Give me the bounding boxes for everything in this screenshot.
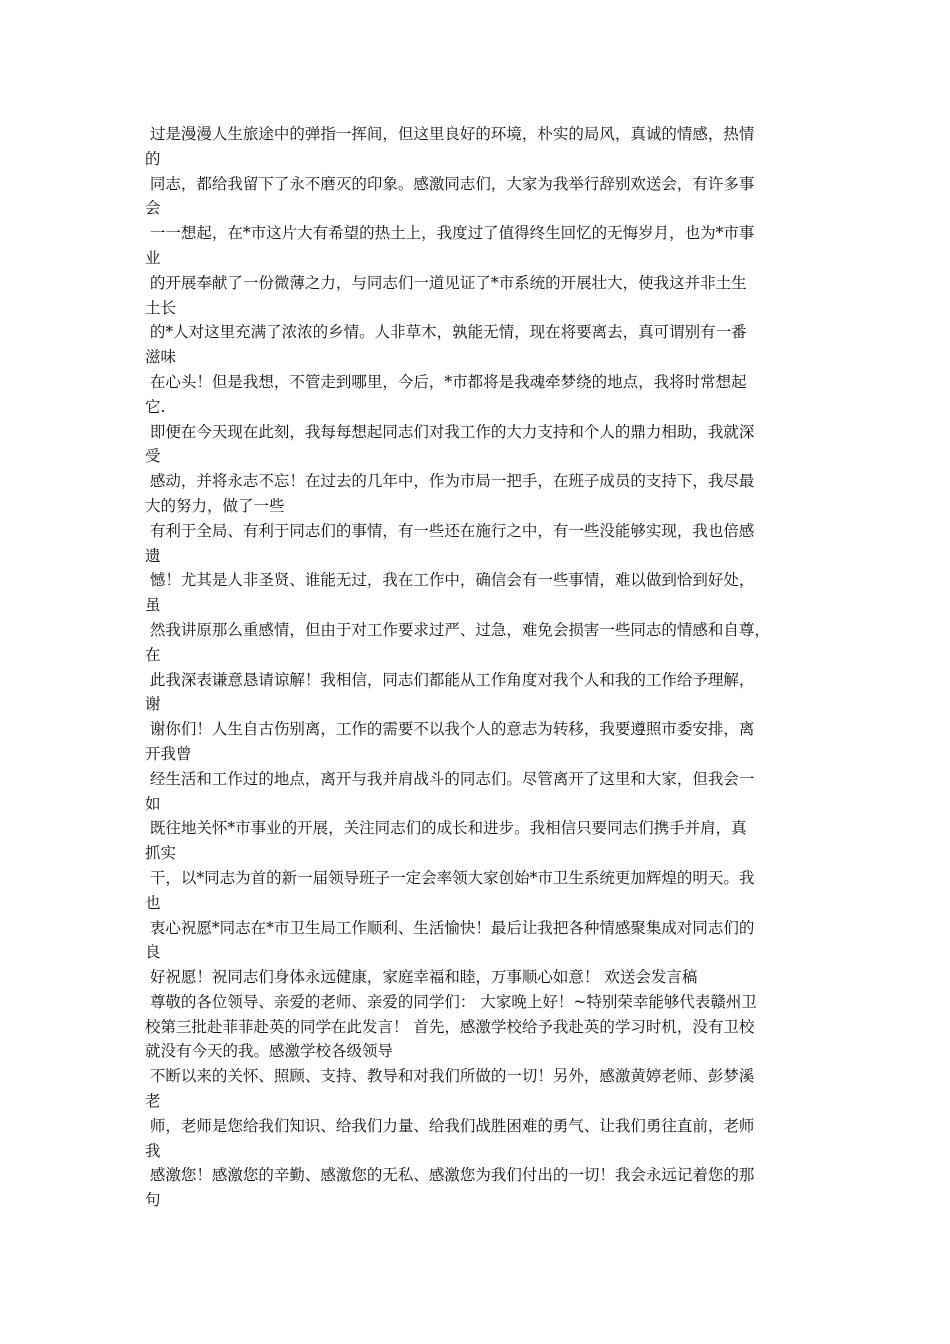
text-line: 校第三批赴菲菲赴英的同学在此发言！ 首先，感激学校给予我赴英的学习时机，没有卫校 <box>145 1017 755 1036</box>
text-line: 在 <box>145 645 161 664</box>
text-line: 衷心祝愿*同志在*市卫生局工作顺利、生活愉快！最后让我把各种情感聚集成对同志们的 <box>145 918 755 937</box>
text-line: 然我讲原那么重感情，但由于对工作要求过严、过急，难免会损害一些同志的情感和自尊， <box>145 620 770 639</box>
text-line: 的 <box>145 149 161 168</box>
document-body <box>145 122 817 1213</box>
text-line: 的*人对这里充满了浓浓的乡情。人非草木，孰能无情，现在将要离去，真可谓别有一番 <box>145 323 747 342</box>
text-line: 干，以*同志为首的新一届领导班子一定会率领大家创始*市卫生系统更加辉煌的明天。我 <box>145 868 755 887</box>
text-line: 滋味 <box>145 348 177 367</box>
text-line: 经生活和工作过的地点，离开与我并肩战斗的同志们。尽管离开了这里和大家，但我会一 <box>145 769 755 788</box>
text-line: 它. <box>145 397 166 416</box>
text-line: 良 <box>145 943 161 962</box>
text-line: 谢你们！人生自古伤别离，工作的需要不以我个人的意志为转移，我要遵照市委安排，离 <box>145 720 755 739</box>
text-line: 虽 <box>145 596 161 615</box>
text-line: 有利于全局、有利于同志们的事情，有一些还在施行之中，有一些没能够实现，我也倍感 <box>145 521 755 540</box>
text-line: 句 <box>145 1191 161 1210</box>
text-line: 土长 <box>145 298 177 317</box>
text-line: 就没有今天的我。感激学校各级领导 <box>145 1042 394 1061</box>
text-line: 同志，都给我留下了永不磨灭的印象。感激同志们，大家为我举行辞别欢送会，有许多事 <box>145 174 755 193</box>
text-line: 抓实 <box>145 844 177 863</box>
text-line: 开我曾 <box>145 744 192 763</box>
text-line: 尊敬的各位领导、亲爱的老师、亲爱的同学们： 大家晚上好！~特别荣幸能够代表赣州卫 <box>145 992 757 1011</box>
text-line: 如 <box>145 794 161 813</box>
text-line: 我 <box>145 1141 161 1160</box>
text-line: 师，老师是您给我们知识、给我们力量、给我们战胜困难的勇气、让我们勇往直前，老师 <box>145 1116 755 1135</box>
text-line: 即便在今天现在此刻，我每每想起同志们对我工作的大力支持和个人的鼎力相助，我就深 <box>145 422 755 441</box>
text-line: 大的努力，做了一些 <box>145 496 285 515</box>
text-line: 受 <box>145 447 161 466</box>
text-line: 感激您！感激您的辛勤、感激您的无私、感激您为我们付出的一切！我会永远记着您的那 <box>145 1166 755 1185</box>
text-line: 也 <box>145 893 161 912</box>
text-line: 一一想起，在*市这片大有希望的热土上，我度过了值得终生回忆的无悔岁月，也为*市事 <box>145 224 755 243</box>
text-line: 在心头！但是我想，不管走到哪里，今后，*市都将是我魂牵梦绕的地点，我将时常想起 <box>145 372 747 391</box>
text-line: 此我深表谦意恳请谅解！我相信，同志们都能从工作角度对我个人和我的工作给予理解， <box>145 670 755 689</box>
text-line: 老 <box>145 1092 161 1111</box>
text-line: 既往地关怀*市事业的开展，关注同志们的成长和进步。我相信只要同志们携手并肩，真 <box>145 819 747 838</box>
text-line: 不断以来的关怀、照顾、支持、教导和对我们所做的一切！另外，感激黄婷老师、彭梦溪 <box>145 1067 755 1086</box>
text-line: 会 <box>145 199 161 218</box>
text-line: 好祝愿！祝同志们身体永远健康，家庭幸福和睦，万事顺心如意！ 欢送会发言稿 <box>145 968 698 987</box>
text-line: 的开展奉献了一份微薄之力，与同志们一道见证了*市系统的开展壮大，使我这并非土生 <box>145 273 747 292</box>
text-line: 感动，并将永志不忘！在过去的几年中，作为市局一把手，在班子成员的支持下，我尽最 <box>145 472 755 491</box>
text-line: 谢 <box>145 695 161 714</box>
text-line: 憾！尤其是人非圣贤、谁能无过，我在工作中，确信会有一些事情，难以做到恰到好处， <box>145 571 755 590</box>
text-line: 过是漫漫人生旅途中的弹指一挥间，但这里良好的环境，朴实的局风，真诚的情感，热情 <box>145 125 755 143</box>
text-line: 业 <box>145 248 161 267</box>
text-line: 遗 <box>145 546 161 565</box>
